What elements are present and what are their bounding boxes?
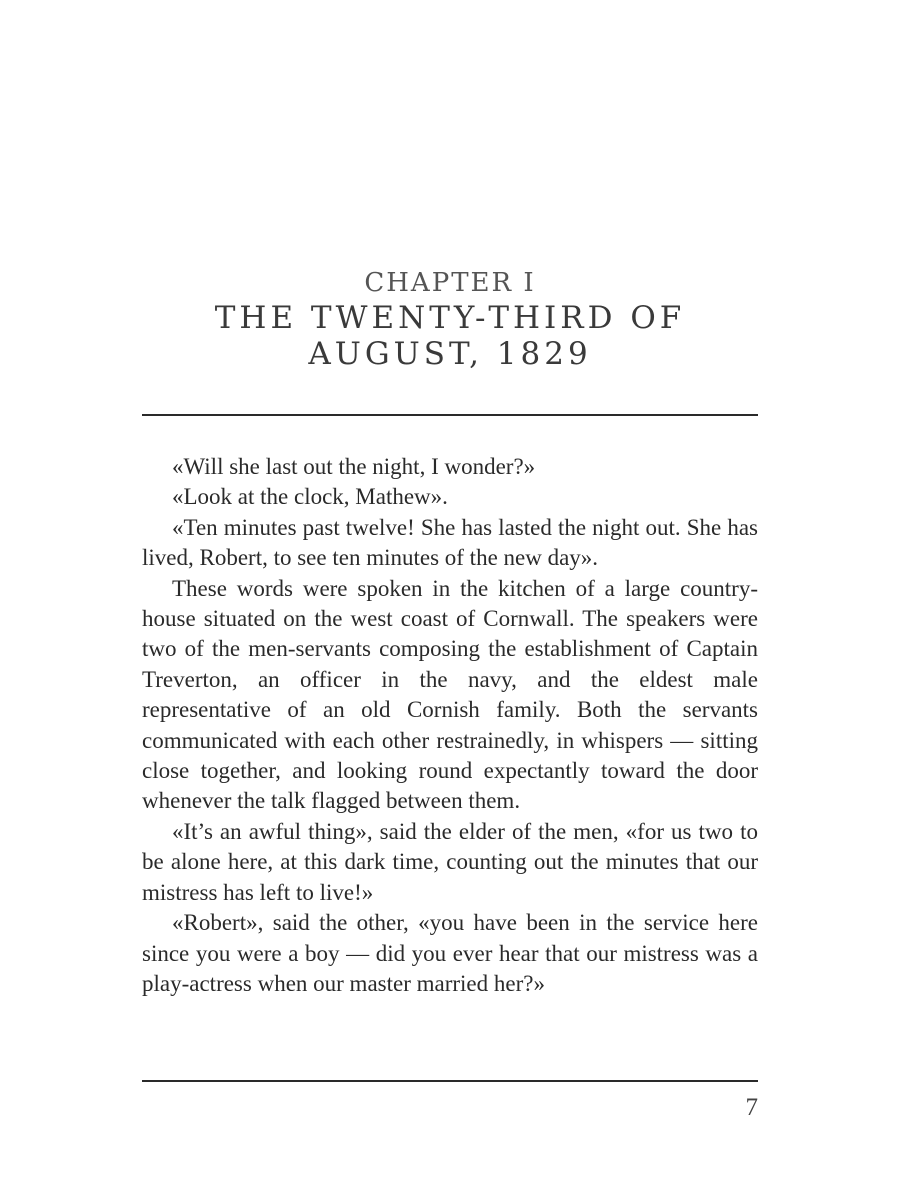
paragraph: «Look at the clock, Mathew». xyxy=(172,484,448,510)
chapter-body xyxy=(142,452,758,999)
paragraph: «It’s an awful thing», said the elder of the men, «for us two to be alone here, at this dark time, counting out the minutes that our mistress has left to live!» xyxy=(142,818,758,905)
top-divider xyxy=(142,414,758,416)
paragraph: These words were spoken in the kitchen of a large country-house situated on the west coast of Cornwall. The speakers were two of the men-servants composing the establishment of Captain Treverton, an officer in the navy, and the eldest male representative of an old Cornish family. Both the servants communicated with each other restrainedly, in whispers — sitting close together, and looking round expectantly toward the door whenever the talk flagged between them. xyxy=(142,575,758,814)
bottom-divider xyxy=(142,1080,758,1082)
paragraph: «Will she last out the night, I wonder?» xyxy=(172,454,536,479)
page-number: 7 xyxy=(745,1094,758,1121)
paragraph: «Robert», said the other, «you have been in the service here since you were a boy — did you ever hear that our mistress was a play-actress when our master married her?» xyxy=(142,910,758,996)
chapter-title-line-1: THE TWENTY-THIRD OF xyxy=(214,300,686,336)
chapter-label: CHAPTER I xyxy=(364,268,536,298)
paragraph: «Ten minutes past twelve! She has lasted the night out. She has lived, Robert, to see ten minutes of the new day». xyxy=(142,514,758,571)
chapter-title-line-2: AUGUST, 1829 xyxy=(308,336,592,372)
chapter-heading xyxy=(142,266,758,372)
